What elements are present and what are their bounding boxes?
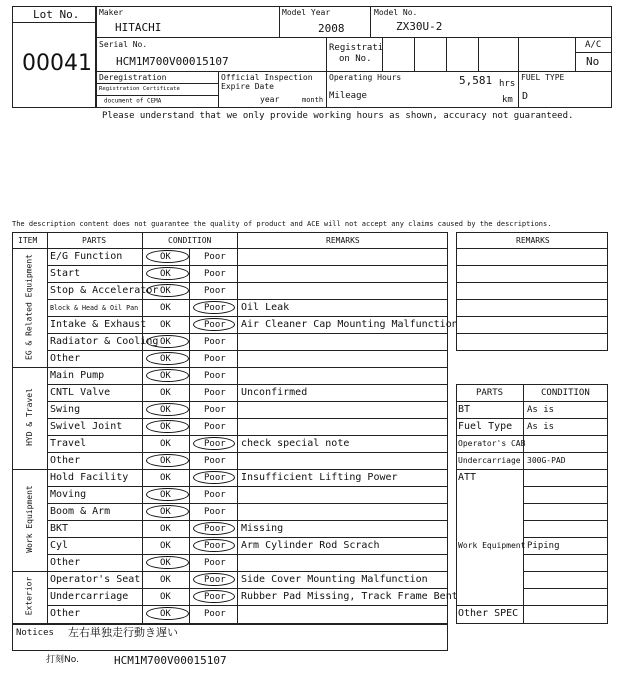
lot-no: 00041 [22,51,92,76]
ok-option: OK [160,456,171,466]
remark-text: Oil Leak [241,302,290,313]
description-disclaimer: The description content does not guarantee the quality of product and ACE will not accept any claims caused by the descriptions. [12,220,552,228]
ok-option: OK [160,371,171,381]
ok-circle-mark [146,369,189,382]
poor-option: Poor [204,575,226,585]
poor-option: Poor [204,592,226,602]
ok-circle-mark [146,403,189,416]
hrs-label: hrs [499,79,516,89]
registration-certificate-label: Registration Certificate [99,85,180,92]
ok-option: OK [160,541,171,551]
part-label: Boom & Arm [50,506,111,517]
ok-circle-mark [146,335,189,348]
ok-option: OK [160,269,171,279]
stamp-label: 打刻No. [46,655,79,665]
spec-value: 300G-PAD [527,456,566,465]
part-label: Travel [50,438,87,449]
ok-option: OK [160,405,171,415]
part-label: Undercarriage [50,591,129,602]
poor-circle-mark [193,539,235,552]
poor-circle-mark [193,301,235,314]
stamp-value: HCM1M700V00015107 [114,654,227,667]
poor-circle-mark [193,522,235,535]
part-label: Other [50,557,81,568]
remarks-header: REMARKS [326,236,360,245]
poor-circle-mark [193,437,235,450]
ok-option: OK [160,609,171,619]
ok-circle-mark [146,488,189,501]
ok-option: OK [160,524,171,534]
group-label: HYD & Travel [24,388,34,446]
ok-option: OK [160,592,171,602]
poor-option: Poor [204,388,226,398]
part-label: Swing [50,404,81,415]
fuel-type-value: D [522,91,529,102]
ok-option: OK [160,388,171,398]
ok-option: OK [160,507,171,517]
part-label: E/G Function [50,251,123,262]
poor-option: Poor [204,609,226,619]
parts-header: PARTS [82,236,107,245]
spec-parts-header: PARTS [476,388,504,398]
ok-option: OK [160,490,171,500]
operating-hours-value: 5,581 [459,74,493,87]
part-label: Intake & Exhaust [50,319,147,330]
poor-option: Poor [204,524,226,534]
ok-circle-mark [146,454,189,467]
ok-option: OK [160,575,171,585]
remark-text: Arm Cylinder Rod Scrach [241,540,380,551]
part-label: Radiator & Cooling [50,336,159,347]
poor-circle-mark [193,471,235,484]
model-year-value: 2008 [318,22,345,35]
ok-option: OK [160,286,171,296]
ok-option: OK [160,422,171,432]
poor-option: Poor [204,558,226,568]
part-label: Hold Facility [50,472,129,483]
part-label: Other [50,353,81,364]
registration-label-1: Registrati [329,43,384,53]
spec-label: Other SPEC [458,608,519,619]
spec-label: Work Equipment [458,541,526,550]
part-label: Block & Head & Oil Pan [50,304,139,312]
poor-option: Poor [204,320,226,330]
poor-option: Poor [204,371,226,381]
poor-circle-mark [193,573,235,586]
part-label: Swivel Joint [50,421,123,432]
spec-value: As is [527,405,555,415]
notices-text: 左右単独走行動き遅い [68,626,178,639]
poor-option: Poor [204,286,226,296]
part-label: Start [50,268,81,279]
ok-option: OK [160,473,171,483]
item-header: ITEM [18,236,38,245]
remark-text: check special note [241,438,350,449]
part-label: Cyl [50,540,69,551]
spec-label: Fuel Type [458,421,513,432]
serial-no-label: Serial No. [99,40,148,49]
fuel-type-label: FUEL TYPE [521,73,565,82]
lot-no-label: Lot No. [33,8,80,21]
ok-circle-mark [146,505,189,518]
ok-circle-mark [146,352,189,365]
part-label: BKT [50,523,69,534]
spec-value: As is [527,422,555,432]
right-remarks-header: REMARKS [516,236,550,245]
ac-value: No [586,55,600,68]
spec-label: Operator's CAB [458,439,526,448]
ac-label: A/C [585,40,602,50]
poor-option: Poor [204,405,226,415]
condition-header: CONDITION [168,236,212,245]
spec-condition-header: CONDITION [541,388,590,398]
poor-option: Poor [204,490,226,500]
poor-option: Poor [204,541,226,551]
mileage-label: Mileage [329,91,367,101]
ok-option: OK [160,320,171,330]
remark-text: Missing [241,523,284,534]
ok-circle-mark [146,420,189,433]
ok-option: OK [160,439,171,449]
model-no-value: ZX30U-2 [396,20,443,33]
poor-option: Poor [204,269,226,279]
maker-value: HITACHI [115,21,162,34]
ok-circle-mark [146,267,189,280]
serial-no-value: HCM1M700V00015107 [116,55,229,68]
poor-option: Poor [204,303,226,313]
part-label: CNTL Valve [50,387,111,398]
ok-option: OK [160,303,171,313]
group-label: EG & Related Equipment [24,253,34,360]
model-year-label: Model Year [282,8,331,17]
poor-circle-mark [193,590,235,603]
poor-option: Poor [204,252,226,262]
document-cema-label: document of CEMA [104,97,162,104]
spec-value: Piping [527,541,560,551]
remark-text: Side Cover Mounting Malfunction [241,574,428,585]
remark-text: Rubber Pad Missing, Track Frame Bent [241,591,458,602]
hours-disclaimer: Please understand that we only provide working hours as shown, accuracy not guaranteed. [102,111,574,121]
poor-option: Poor [204,473,226,483]
spec-label: Undercarriage [458,456,521,465]
deregistration-label: Deregistration [99,73,167,82]
part-label: Stop & Accelerator [50,285,159,296]
poor-option: Poor [204,422,226,432]
inspection-label-2: Expire Date [221,82,274,91]
group-label: Work Equipment [24,485,34,553]
ok-circle-mark [146,607,189,620]
ok-circle-mark [146,250,189,263]
month-label: month [302,96,324,104]
part-label: Operator's Seat [50,574,141,585]
km-label: km [502,95,513,105]
part-label: Other [50,455,81,466]
operating-hours-label: Operating Hours [329,73,402,82]
poor-option: Poor [204,354,226,364]
ok-option: OK [160,558,171,568]
part-label: Moving [50,489,87,500]
model-no-label: Model No. [374,8,418,17]
poor-option: Poor [204,337,226,347]
spec-label: BT [458,404,471,415]
ok-circle-mark [146,284,189,297]
ok-option: OK [160,354,171,364]
remark-text: Unconfirmed [241,387,308,398]
part-label: Other [50,608,81,619]
notices-label: Notices [16,628,54,638]
remark-text: Air Cleaner Cap Mounting Malfunction [241,319,458,330]
poor-option: Poor [204,507,226,517]
ok-circle-mark [146,556,189,569]
remark-text: Insufficient Lifting Power [241,472,398,483]
group-label: Exterior [24,576,34,615]
ok-option: OK [160,337,171,347]
year-label: year [260,95,280,104]
maker-label: Maker [99,8,124,17]
spec-label: ATT [458,472,477,483]
poor-circle-mark [193,318,235,331]
poor-option: Poor [204,456,226,466]
ok-option: OK [160,252,171,262]
part-label: Main Pump [50,370,105,381]
registration-label-2: on No. [339,54,372,64]
inspection-label-1: Official Inspection [221,73,313,82]
poor-option: Poor [204,439,226,449]
